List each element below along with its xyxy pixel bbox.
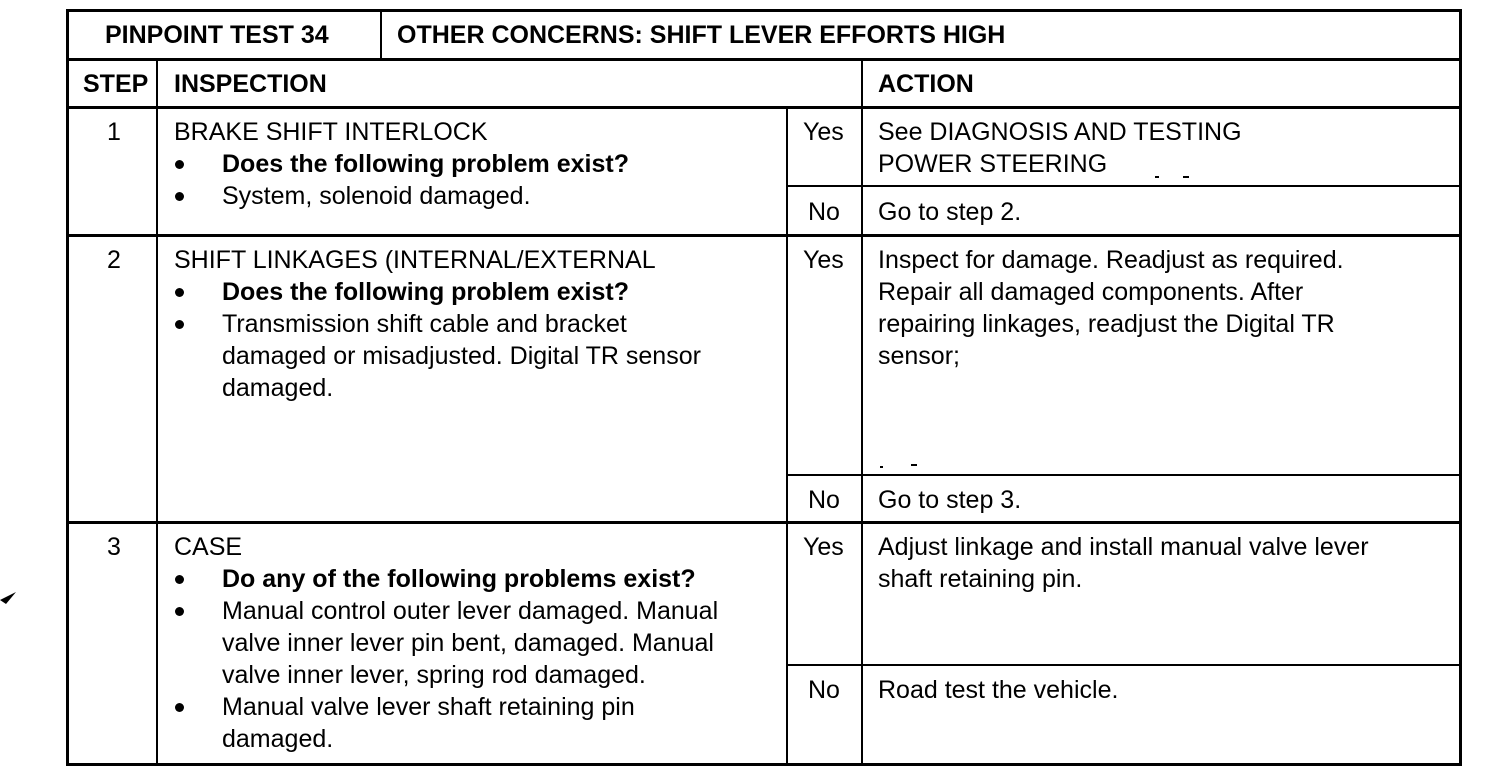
yes-action-line: POWER STEERING xyxy=(878,150,1108,178)
inspection-condition: Manual valve lever shaft retaining pin xyxy=(222,693,635,721)
inspection-title: CASE xyxy=(174,533,243,561)
bullet-icon xyxy=(175,160,184,169)
column-header-action: ACTION xyxy=(878,70,974,98)
inspection-condition: damaged or misadjusted. Digital TR sensor xyxy=(222,342,701,370)
bullet-icon xyxy=(175,575,184,584)
column-header-inspection: INSPECTION xyxy=(174,70,327,98)
yes-label: Yes xyxy=(803,118,844,146)
inspection-condition: Transmission shift cable and bracket xyxy=(222,310,627,338)
inspection-condition: valve inner lever pin bent, damaged. Manual xyxy=(222,629,714,657)
scan-mark xyxy=(911,464,917,466)
yes-label: Yes xyxy=(803,246,844,274)
no-label: No xyxy=(808,676,840,704)
scan-mark xyxy=(880,466,883,468)
column-header-step: STEP xyxy=(83,70,149,98)
no-action: Go to step 2. xyxy=(878,198,1022,226)
no-label: No xyxy=(808,486,840,514)
inspection-condition: damaged. xyxy=(222,725,334,753)
no-action: Road test the vehicle. xyxy=(878,676,1119,704)
scan-mark xyxy=(1183,176,1189,178)
bullet-icon xyxy=(175,320,184,329)
bullet-icon xyxy=(175,703,184,712)
pinpoint-test-label: PINPOINT TEST 34 xyxy=(105,21,329,49)
yes-action-line: See DIAGNOSIS AND TESTING xyxy=(878,118,1242,146)
scan-mark xyxy=(1155,176,1159,178)
bullet-icon xyxy=(175,607,184,616)
inspection-condition: System, solenoid damaged. xyxy=(222,182,531,210)
no-action: Go to step 3. xyxy=(878,486,1022,514)
yes-action-line: Adjust linkage and install manual valve lever xyxy=(878,533,1369,561)
inspection-title: BRAKE SHIFT INTERLOCK xyxy=(174,118,488,146)
yes-action-line: Repair all damaged components. After xyxy=(878,278,1304,306)
step-number: 1 xyxy=(107,118,121,146)
yes-action-line: Inspect for damage. Readjust as required. xyxy=(878,246,1344,274)
inspection-condition: damaged. xyxy=(222,374,334,402)
inspection-condition: Manual control outer lever damaged. Manual xyxy=(222,597,719,625)
inspection-condition: valve inner lever, spring rod damaged. xyxy=(222,661,646,689)
step-number: 3 xyxy=(107,533,121,561)
scan-artifact xyxy=(0,588,20,608)
inspection-question: Do any of the following problems exist? xyxy=(222,565,696,593)
bullet-icon xyxy=(175,288,184,297)
bullet-icon xyxy=(175,192,184,201)
yes-action-line: repairing linkages, readjust the Digital TR xyxy=(878,310,1335,338)
inspection-title: SHIFT LINKAGES (INTERNAL/EXTERNAL xyxy=(174,246,656,274)
page-title: OTHER CONCERNS: SHIFT LEVER EFFORTS HIGH xyxy=(397,21,1006,49)
yes-label: Yes xyxy=(803,533,844,561)
inspection-question: Does the following problem exist? xyxy=(222,150,629,178)
step-number: 2 xyxy=(107,246,121,274)
yes-action-line: sensor; xyxy=(878,342,960,370)
inspection-question: Does the following problem exist? xyxy=(222,278,629,306)
yes-action-line: shaft retaining pin. xyxy=(878,565,1083,593)
no-label: No xyxy=(808,198,840,226)
